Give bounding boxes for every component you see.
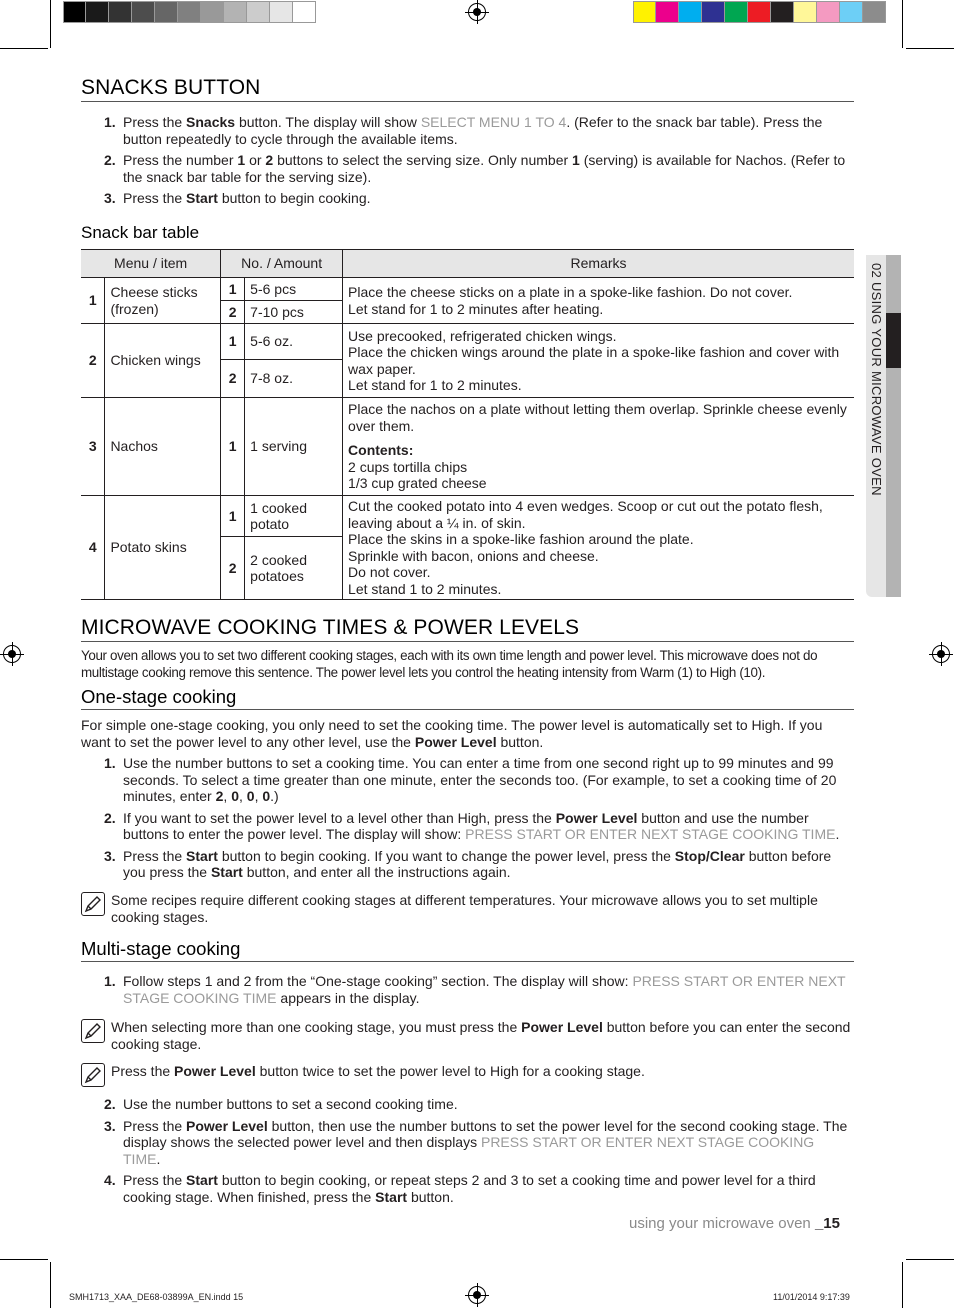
section-title-snacks: SNACKS BUTTON <box>81 76 854 102</box>
step-number: 3. <box>104 190 116 206</box>
emphasis-text: 2 <box>265 152 274 168</box>
crop-mark <box>906 1259 954 1260</box>
row-number: 2 <box>81 324 105 398</box>
display-message: PRESS START OR ENTER NEXT STAGE COOKING TIME <box>123 973 846 1006</box>
section-title-microwave: MICROWAVE COOKING TIMES & POWER LEVELS <box>81 616 854 642</box>
emphasis-text: Start <box>375 1188 408 1205</box>
emphasis-text: 1 <box>237 152 246 168</box>
slug-filename: SMH1713_XAA_DE68-03899A_EN.indd 15 <box>69 1292 244 1302</box>
text-run: button to begin cooking, or repeat steps 2 and 3 to set a cooking time and power level for a third cooking stage. When finished, press the <box>123 1172 816 1205</box>
chapter-label: 02 USING YOUR MICROWAVE OVEN <box>869 263 884 496</box>
step-number: 1. <box>104 755 116 771</box>
table-row <box>81 324 854 360</box>
text-run: Cut the cooked potato into 4 even wedges. Scoop or cut out the potato flesh, leaving about a ¼ in. of skin. <box>348 498 823 531</box>
registration-mark-icon <box>3 645 21 663</box>
emphasis-text: 2 <box>215 788 224 804</box>
serving-amount: 7-8 oz. <box>245 360 343 398</box>
text-run: Let stand for 1 to 2 minutes. <box>348 377 522 393</box>
emphasis-text: Contents: <box>348 442 414 459</box>
step-number: 3. <box>104 1117 116 1134</box>
color-swatch <box>132 1 155 23</box>
color-swatch <box>863 1 886 23</box>
color-swatch <box>748 1 771 23</box>
text-run: button. The display will show <box>235 114 421 130</box>
multi-stage-step-1 <box>100 973 854 1011</box>
crop-mark <box>902 1262 903 1308</box>
text-run: 2 cups tortilla chips <box>348 458 468 475</box>
serving-number: 2 <box>221 301 245 324</box>
text-run: button before you press the <box>123 847 832 880</box>
serving-amount: 5-6 oz. <box>245 324 343 360</box>
text-run: 1/3 cup grated cheese <box>348 475 487 492</box>
remarks <box>343 324 854 398</box>
text-run: buttons to select the serving size. Only number <box>273 152 573 168</box>
step-number: 3. <box>104 847 116 864</box>
text-run: Do not cover. <box>348 564 431 580</box>
table-header: No. / Amount <box>221 250 343 278</box>
text-run: Press the number <box>123 152 238 168</box>
crop-mark <box>50 1262 51 1308</box>
note-pencil-icon <box>81 1063 105 1087</box>
text-run: Sprinkle with bacon, onions and cheese. <box>348 547 599 564</box>
text-run: Use precooked, refrigerated chicken wings. <box>348 327 617 344</box>
step-item <box>100 1172 854 1205</box>
crop-mark <box>906 48 954 49</box>
color-bar-cmyk <box>633 1 886 23</box>
color-swatch <box>633 1 656 23</box>
emphasis-text: Start <box>186 1172 218 1188</box>
note-pencil-icon <box>81 892 105 916</box>
emphasis-text: Stop/Clear <box>674 847 745 864</box>
display-message: PRESS START OR ENTER NEXT STAGE COOKING TIME <box>123 1134 815 1167</box>
remarks <box>343 496 854 600</box>
color-swatch <box>771 1 794 23</box>
text-run: When selecting more than one cooking stage, you must press the <box>111 1019 522 1035</box>
crop-mark <box>50 0 51 48</box>
text-run: , <box>254 788 263 804</box>
serving-number: 1 <box>221 324 245 360</box>
serving-amount: 5-6 pcs <box>245 278 343 301</box>
emphasis-text: Power Level <box>521 1019 603 1035</box>
table-header: Remarks <box>343 250 854 278</box>
text-run: button, and enter all the instructions again. <box>242 864 511 880</box>
multi-stage-note-2 <box>81 1063 854 1080</box>
step-number: 1. <box>104 114 116 130</box>
serving-number: 2 <box>221 360 245 398</box>
emphasis-text: 0 <box>246 788 255 804</box>
one-stage-note <box>81 892 854 925</box>
page-footer <box>629 1216 840 1233</box>
text-run: button, then use the number buttons to set the power level for the second cooking stage. The display shows the selected power level and then displays <box>123 1117 848 1150</box>
menu-item: Potato skins <box>105 496 221 600</box>
emphasis-text: Start <box>186 190 218 206</box>
color-swatch <box>817 1 840 23</box>
emphasis-text: Start <box>210 864 243 880</box>
text-run: Press the <box>123 114 187 130</box>
emphasis-text: 0 <box>262 788 271 804</box>
text-run: Let stand for 1 to 2 minutes after heating. <box>348 300 604 317</box>
display-message: PRESS START OR ENTER NEXT STAGE COOKING TIME <box>465 826 836 842</box>
subsection-title-one-stage: One-stage cooking <box>81 686 854 710</box>
row-number: 3 <box>81 398 105 496</box>
step-number: 2. <box>104 1096 116 1112</box>
text-run: button before you can enter the second cooking stage. <box>111 1019 851 1052</box>
color-swatch <box>86 1 109 23</box>
remarks <box>343 278 854 324</box>
text-run: button to begin cooking. <box>217 190 371 206</box>
registration-mark-icon <box>932 645 950 663</box>
text-run: button to begin cooking. If you want to change the power level, press the <box>217 847 675 864</box>
color-swatch <box>794 1 817 23</box>
text-run: . <box>156 1150 161 1167</box>
color-bar-grayscale <box>63 1 316 23</box>
footer-text: using your microwave oven <box>629 1215 811 1232</box>
multi-stage-note-2-text <box>111 1063 645 1079</box>
table-header: Menu / item <box>81 250 221 278</box>
text-run: Place the chicken wings around the plate in a spoke-like fashion and cover with wax paper. <box>348 344 840 377</box>
text-run: For simple one-stage cooking, you only need to set the cooking time. The power level is automatically set to High. If you want to set the power level to any other level, use the <box>81 717 823 750</box>
serving-amount: 1 cooked potato <box>245 496 343 537</box>
color-swatch <box>247 1 270 23</box>
emphasis-text: Power Level <box>174 1063 256 1079</box>
text-run: Press the <box>111 1063 175 1079</box>
text-run: If you want to set the power level to a level other than High, press the <box>123 809 556 826</box>
color-swatch <box>178 1 201 23</box>
multi-stage-steps-list <box>100 1096 854 1210</box>
emphasis-text: Snacks <box>186 114 236 130</box>
slug-date: 11/01/2014 9:17:39 <box>773 1292 850 1302</box>
row-number: 4 <box>81 496 105 600</box>
step-item <box>100 848 854 881</box>
registration-mark-icon <box>468 1286 486 1304</box>
text-run: . <box>835 826 840 842</box>
step-item <box>100 810 854 843</box>
note-pencil-icon <box>81 1019 105 1043</box>
color-swatch <box>155 1 178 23</box>
text-run: button. <box>407 1188 454 1205</box>
side-tab-marker <box>886 313 901 368</box>
snacks-steps-list <box>100 114 854 212</box>
step-item <box>100 973 854 1006</box>
text-run: , <box>238 788 247 804</box>
text-run: or <box>245 152 266 168</box>
text-run: . (Refer to the snack bar table). Press the button repeatedly to cycle through the available items. <box>123 114 823 147</box>
registration-mark-icon <box>468 3 486 21</box>
text-run: button and use the number buttons to enter the power level. The display will show: <box>123 809 809 842</box>
crop-mark <box>0 48 48 49</box>
step-item <box>100 190 854 207</box>
serving-amount: 7-10 pcs <box>245 301 343 324</box>
snack-bar-table <box>81 249 854 600</box>
snack-table-title: Snack bar table <box>81 223 200 242</box>
color-swatch <box>725 1 748 23</box>
emphasis-text: Power Level <box>555 809 638 826</box>
step-item <box>100 755 854 805</box>
color-swatch <box>840 1 863 23</box>
color-swatch <box>270 1 293 23</box>
subsection-title-multi-stage: Multi-stage cooking <box>81 938 854 962</box>
serving-number: 2 <box>221 537 245 600</box>
text-run: Press the <box>123 847 187 864</box>
emphasis-text: Start <box>186 847 218 864</box>
text-run: Press the <box>123 1172 187 1188</box>
table-row <box>81 398 854 496</box>
chapter-side-tab <box>866 255 901 597</box>
text-run: Press the <box>123 1117 187 1134</box>
text-run: Press the <box>123 190 187 206</box>
color-swatch <box>63 1 86 23</box>
text-run: Follow steps 1 and 2 from the “One-stage cooking” section. The display will show: <box>123 973 633 989</box>
text-run: Use the number buttons to set a cooking time. You can enter a time from one second right up to 99 minutes and 99 seconds. To select a time greater than one minute, enter the seconds too. (For example, to set a cooking time of 20 minutes, enter <box>123 755 837 804</box>
serving-number: 1 <box>221 398 245 496</box>
color-swatch <box>224 1 247 23</box>
text-run: .) <box>270 788 279 804</box>
spacer <box>348 434 849 442</box>
text-run: (serving) is available for Nachos. (Refer to the snack bar table for the serving size). <box>123 152 846 185</box>
microwave-intro: Your oven allows you to set two different cooking stages, each with its own time length and power level. This microwave does not do multistage cooking remove this sentence. The power level lets you control the heating intensity from Warm (1) to High (10). <box>81 648 818 680</box>
one-stage-intro <box>81 717 854 750</box>
step-item <box>100 114 854 147</box>
step-number: 4. <box>104 1172 116 1188</box>
emphasis-text: 1 <box>572 152 580 168</box>
text-run: Let stand 1 to 2 minutes. <box>348 580 502 597</box>
side-tab-bar <box>886 255 901 597</box>
serving-number: 1 <box>221 278 245 301</box>
serving-number: 1 <box>221 496 245 537</box>
text-run: , <box>223 788 232 804</box>
color-swatch <box>293 1 316 23</box>
step-item <box>100 1096 854 1113</box>
emphasis-text: Power Level <box>414 733 497 750</box>
menu-item: Nachos <box>105 398 221 496</box>
text-run: Use the number buttons to set a second cooking time. <box>123 1096 458 1112</box>
menu-item: Chicken wings <box>105 324 221 398</box>
text-run: Place the nachos on a plate without letting them overlap. Sprinkle cheese evenly over them. <box>348 401 847 434</box>
color-swatch <box>679 1 702 23</box>
text-run: Place the skins in a spoke-like fashion around the plate. <box>348 531 694 547</box>
step-item <box>100 1118 854 1168</box>
step-number: 2. <box>104 809 116 826</box>
emphasis-text: Power Level <box>186 1117 268 1134</box>
row-number: 1 <box>81 278 105 324</box>
step-number: 1. <box>104 973 116 989</box>
multi-stage-note-1 <box>81 1019 854 1052</box>
one-stage-note-text: Some recipes require different cooking stages at different temperatures. Your microwave allows you to set multiple cooking stages. <box>111 892 818 925</box>
color-swatch <box>201 1 224 23</box>
crop-mark <box>902 0 903 48</box>
color-swatch <box>656 1 679 23</box>
table-row <box>81 496 854 537</box>
menu-item: Cheese sticks (frozen) <box>105 278 221 324</box>
display-message: SELECT MENU 1 TO 4 <box>420 114 567 130</box>
step-number: 2. <box>104 152 116 168</box>
emphasis-text: 0 <box>231 788 239 804</box>
one-stage-steps-list <box>100 755 854 886</box>
serving-amount: 1 serving <box>245 398 343 496</box>
serving-amount: 2 cooked potatoes <box>245 537 343 600</box>
crop-mark <box>0 1259 48 1260</box>
remarks <box>343 398 854 496</box>
color-swatch <box>702 1 725 23</box>
table-row <box>81 278 854 301</box>
text-run: button twice to set the power level to High for a cooking stage. <box>255 1063 645 1079</box>
text-run: Place the cheese sticks on a plate in a spoke-like fashion. Do not cover. <box>348 284 793 300</box>
color-swatch <box>109 1 132 23</box>
step-item <box>100 152 854 185</box>
page-number: _15 <box>814 1215 840 1232</box>
text-run: appears in the display. <box>276 989 420 1006</box>
multi-stage-note-1-text <box>111 1019 850 1052</box>
text-run: button. <box>496 733 544 750</box>
